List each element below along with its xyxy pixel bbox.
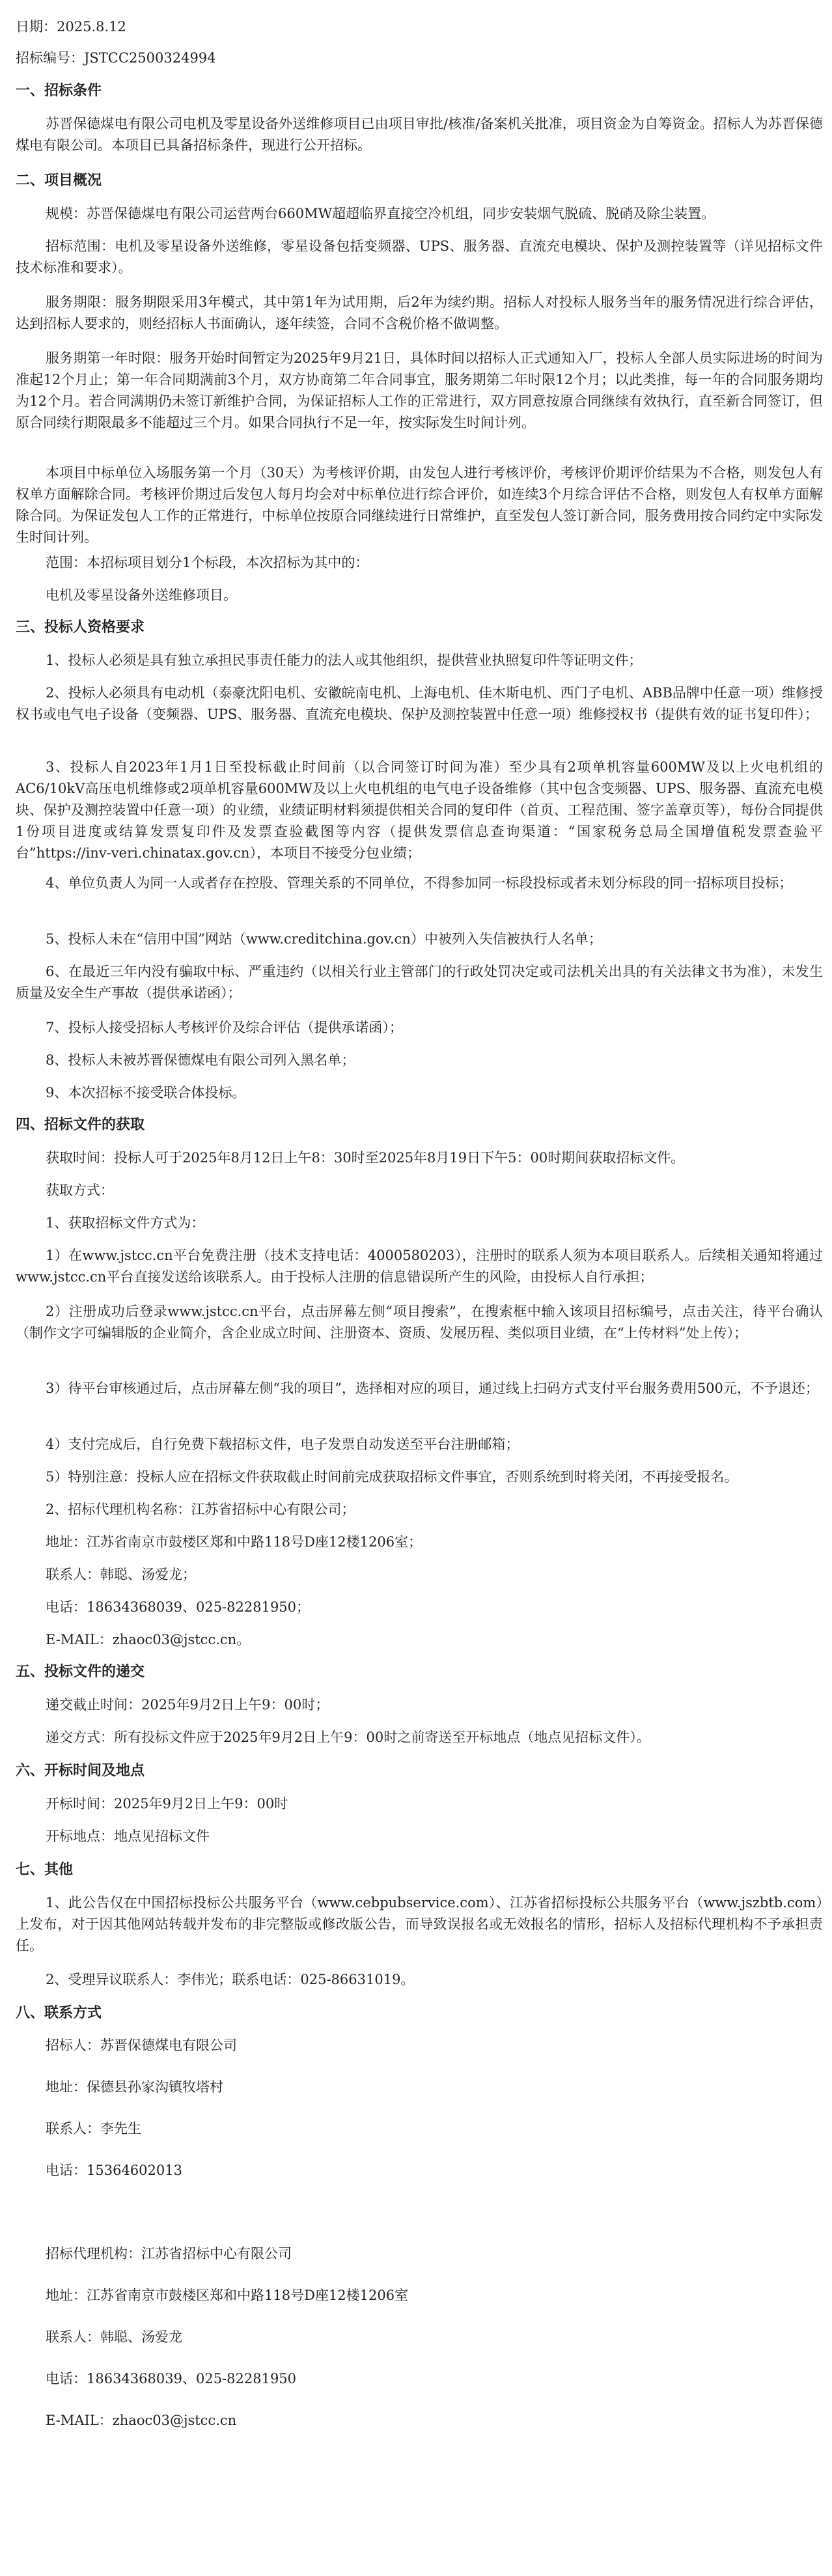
section-title-contacts: 八、联系方式 [16,2004,102,2021]
paragraph: 范围：本招标项目划分1个标段，本次招标为其中的： [46,555,369,570]
paragraph: 苏晋保德煤电有限公司电机及零星设备外送维修项目已由项目审批/核准/备案机关批准，项目资金为自筹资金。招标人为苏晋保德煤电有限公司。本项目已具备招标条件，现进行公开招标。 [16,116,823,153]
paragraph: 获取方式： [46,1183,114,1198]
paragraph: 递交方式：所有投标文件应于2025年9月2日上午9：00时之前寄送至开标地点（地点见招标文件）。 [46,1729,650,1745]
contact-line: 招标代理机构：江苏省招标中心有限公司 [46,2246,292,2261]
bid-number: 招标编号：JSTCC2500324994 [16,50,216,66]
paragraph: 2）注册成功后登录www.jstcc.cn平台，点击屏幕左侧“项目搜索”，在搜索框中输入该项目招标编号，点击关注，待平台确认（制作文字可编辑版的企业简介，含企业成立时间、注册资本、资质、发展历程、类似项目业绩，在“上传材料”处上传）； [16,1304,823,1341]
paragraph: 规模：苏晋保德煤电有限公司运营两台660MW超超临界直接空冷机组，同步安装烟气脱硫、脱硝及除尘装置。 [46,206,715,221]
paragraph: 1、获取招标文件方式为： [46,1215,205,1231]
paragraph: 本项目中标单位入场服务第一个月（30天）为考核评价期，由发包人进行考核评价，考核评价期评价结果为不合格，则发包人有权单方面解除合同。考核评价期过后发包人每月均会对中标单位进行综合评价，如连续3个月综合评估不合格，则发包人有权单方面解除合同。为保证发包人工作的正常进行，中标单位按原合同继续进行日常维护，直至发包人签订新合同，服务费用按合同约定中实际发生时间计列。 [16,465,823,545]
paragraph: 4）支付完成后，自行免费下载招标文件，电子发票自动发送至平台注册邮箱； [46,1436,520,1452]
section-title-opening: 六、开标时间及地点 [16,1762,145,1779]
paragraph: 9、本次招标不接受联合体投标。 [46,1085,246,1100]
paragraph: 2、受理异议联系人：李伟光；联系电话：025-86631019。 [46,1972,415,1987]
paragraph: 8、投标人未被苏晋保德煤电有限公司列入黑名单； [46,1052,355,1068]
paragraph: E-MAIL：zhaoc03@jstcc.cn。 [46,1632,251,1647]
paragraph: 电话：18634368039、025-82281950； [46,1599,311,1615]
announcement-date: 日期：2025.8.12 [16,19,126,35]
section-title-project-overview: 二、项目概况 [16,172,102,189]
contact-line: 招标人：苏晋保德煤电有限公司 [46,2037,237,2053]
paragraph: 6、在最近三年内没有骗取中标、严重违约（以相关行业主管部门的行政处罚决定或司法机关出具的有关法律文书为准），未发生质量及安全生产事故（提供承诺函）； [16,964,823,1001]
paragraph: 2、招标代理机构名称：江苏省招标中心有限公司； [46,1502,355,1517]
paragraph: 递交截止时间：2025年9月2日上午9：00时； [46,1697,329,1713]
contact-line: 联系人：韩聪、汤爱龙 [46,2329,182,2345]
section-title-submission: 五、投标文件的递交 [16,1663,145,1680]
paragraph: 招标范围：电机及零星设备外送维修，零星设备包括变频器、UPS、服务器、直流充电模块、保护及测控装置等（详见招标文件技术标准和要求）。 [16,238,823,275]
paragraph: 3）待平台审核通过后，点击屏幕左侧“我的项目”，选择相对应的项目，通过线上扫码方式支付平台服务费用500元，不予退还； [46,1380,819,1396]
section-title-qualification: 三、投标人资格要求 [16,619,145,636]
paragraph: 1、此公告仅在中国招标投标公共服务平台（www.cebpubservice.com）、江苏省招标投标公共服务平台（www.jszbtb.com）上发布，对于因其他网站转载并发布的非完整版或修改版公告，而导致误报名或无效报名的情形，招标人及招标代理机构不予承担责任。 [16,1895,823,1953]
section-title-obtain-documents: 四、招标文件的获取 [16,1116,145,1133]
paragraph: 服务期第一年时限：服务开始时间暂定为2025年9月21日，具体时间以招标人正式通知入厂，投标人全部人员实际进场的时间为准起12个月止；第一年合同期满前3个月，双方协商第二年合同事宜，服务期第二年时限12个月；以此类推，每一年的合同服务期均为12个月。若合同满期仍未签订新维护合同，为保证招标人工作的正常进行，双方同意按原合同继续有效执行，直至新合同签订，但原合同续行期限最多不能超过三个月。如果合同执行不足一年，按实际发生时间计列。 [16,350,823,430]
paragraph: 获取时间：投标人可于2025年8月12日上午8：30时至2025年8月19日下午5：00时期间获取招标文件。 [46,1150,685,1166]
paragraph: 4、单位负责人为同一人或者存在控股、管理关系的不同单位，不得参加同一标段投标或者未划分标段的同一招标项目投标； [46,875,793,891]
paragraph: 电机及零星设备外送维修项目。 [46,587,237,603]
paragraph: 3、投标人自2023年1月1日至投标截止时间前（以合同签订时间为准）至少具有2项单机容量600MW及以上火电机组的AC6/10kV高压电机维修或2项单机容量600MW及以上火电机组的电气电子设备维修（其中包含变频器、UPS、服务器、直流充电模块、保护及测控装置中任意一项）的业绩，业绩证明材料须提供相关合同的复印件（首页、工程范围、签字盖章页等），每份合同提供1份项目进度或结算发票复印件及发票查验截图等内容（提供发票信息查询渠道：“国家税务总局全国增值税发票查验平台”https://inv-veri.chinatax.gov.cn），本项目不接受分包业绩； [16,759,823,861]
contact-line: 电话：15364602013 [46,2163,182,2178]
contact-line: 地址：江苏省南京市鼓楼区郑和中路118号D座12楼1206室 [46,2288,409,2303]
paragraph: 地址：江苏省南京市鼓楼区郑和中路118号D座12楼1206室； [46,1534,423,1550]
section-title-others: 七、其他 [16,1861,74,1878]
paragraph: 5）特别注意：投标人应在招标文件获取截止时间前完成获取招标文件事宜，否则系统到时将关闭，不再接受报名。 [46,1469,738,1485]
paragraph: 联系人：韩聪、汤爱龙； [46,1567,196,1582]
paragraph: 1）在www.jstcc.cn平台免费注册（技术支持电话：4000580203），注册时的联系人须为本项目联系人。后续相关通知将通过www.jstcc.cn平台直接发送给该联系人。由于投标人注册的信息错误所产生的风险，由投标人自行承担； [16,1248,823,1285]
paragraph: 7、投标人接受招标人考核评价及综合评估（提供承诺函）； [46,1020,403,1035]
paragraph: 开标地点：地点见招标文件 [46,1828,210,1844]
contact-line: 地址：保德县孙家沟镇牧塔村 [46,2079,223,2095]
contact-line: E-MAIL：zhaoc03@jstcc.cn [46,2413,237,2428]
paragraph: 5、投标人未在“信用中国”网站（www.creditchina.gov.cn）中被列入失信被执行人名单； [46,931,602,947]
contact-line: 联系人：李先生 [46,2121,141,2136]
contact-line: 电话：18634368039、025-82281950 [46,2371,297,2387]
paragraph: 开标时间：2025年9月2日上午9：00时 [46,1796,288,1812]
paragraph: 1、投标人必须是具有独立承担民事责任能力的法人或其他组织，提供营业执照复印件等证明文件； [46,652,643,668]
paragraph: 2、投标人必须具有电动机（泰豪沈阳电机、安徽皖南电机、上海电机、佳木斯电机、西门子电机、ABB品牌中任意一项）维修授权书或电气电子设备（变频器、UPS、服务器、直流充电模块、保护及测控装置中任意一项）维修授权书（提供有效的证书复印件）； [16,685,823,722]
section-title-bidding-conditions: 一、招标条件 [16,82,102,99]
paragraph: 服务期限：服务期限采用3年模式，其中第1年为试用期，后2年为续约期。招标人对投标人服务当年的服务情况进行综合评估，达到招标人要求的，则经招标人书面确认，逐年续签，合同不含税价格不做调整。 [16,294,823,331]
